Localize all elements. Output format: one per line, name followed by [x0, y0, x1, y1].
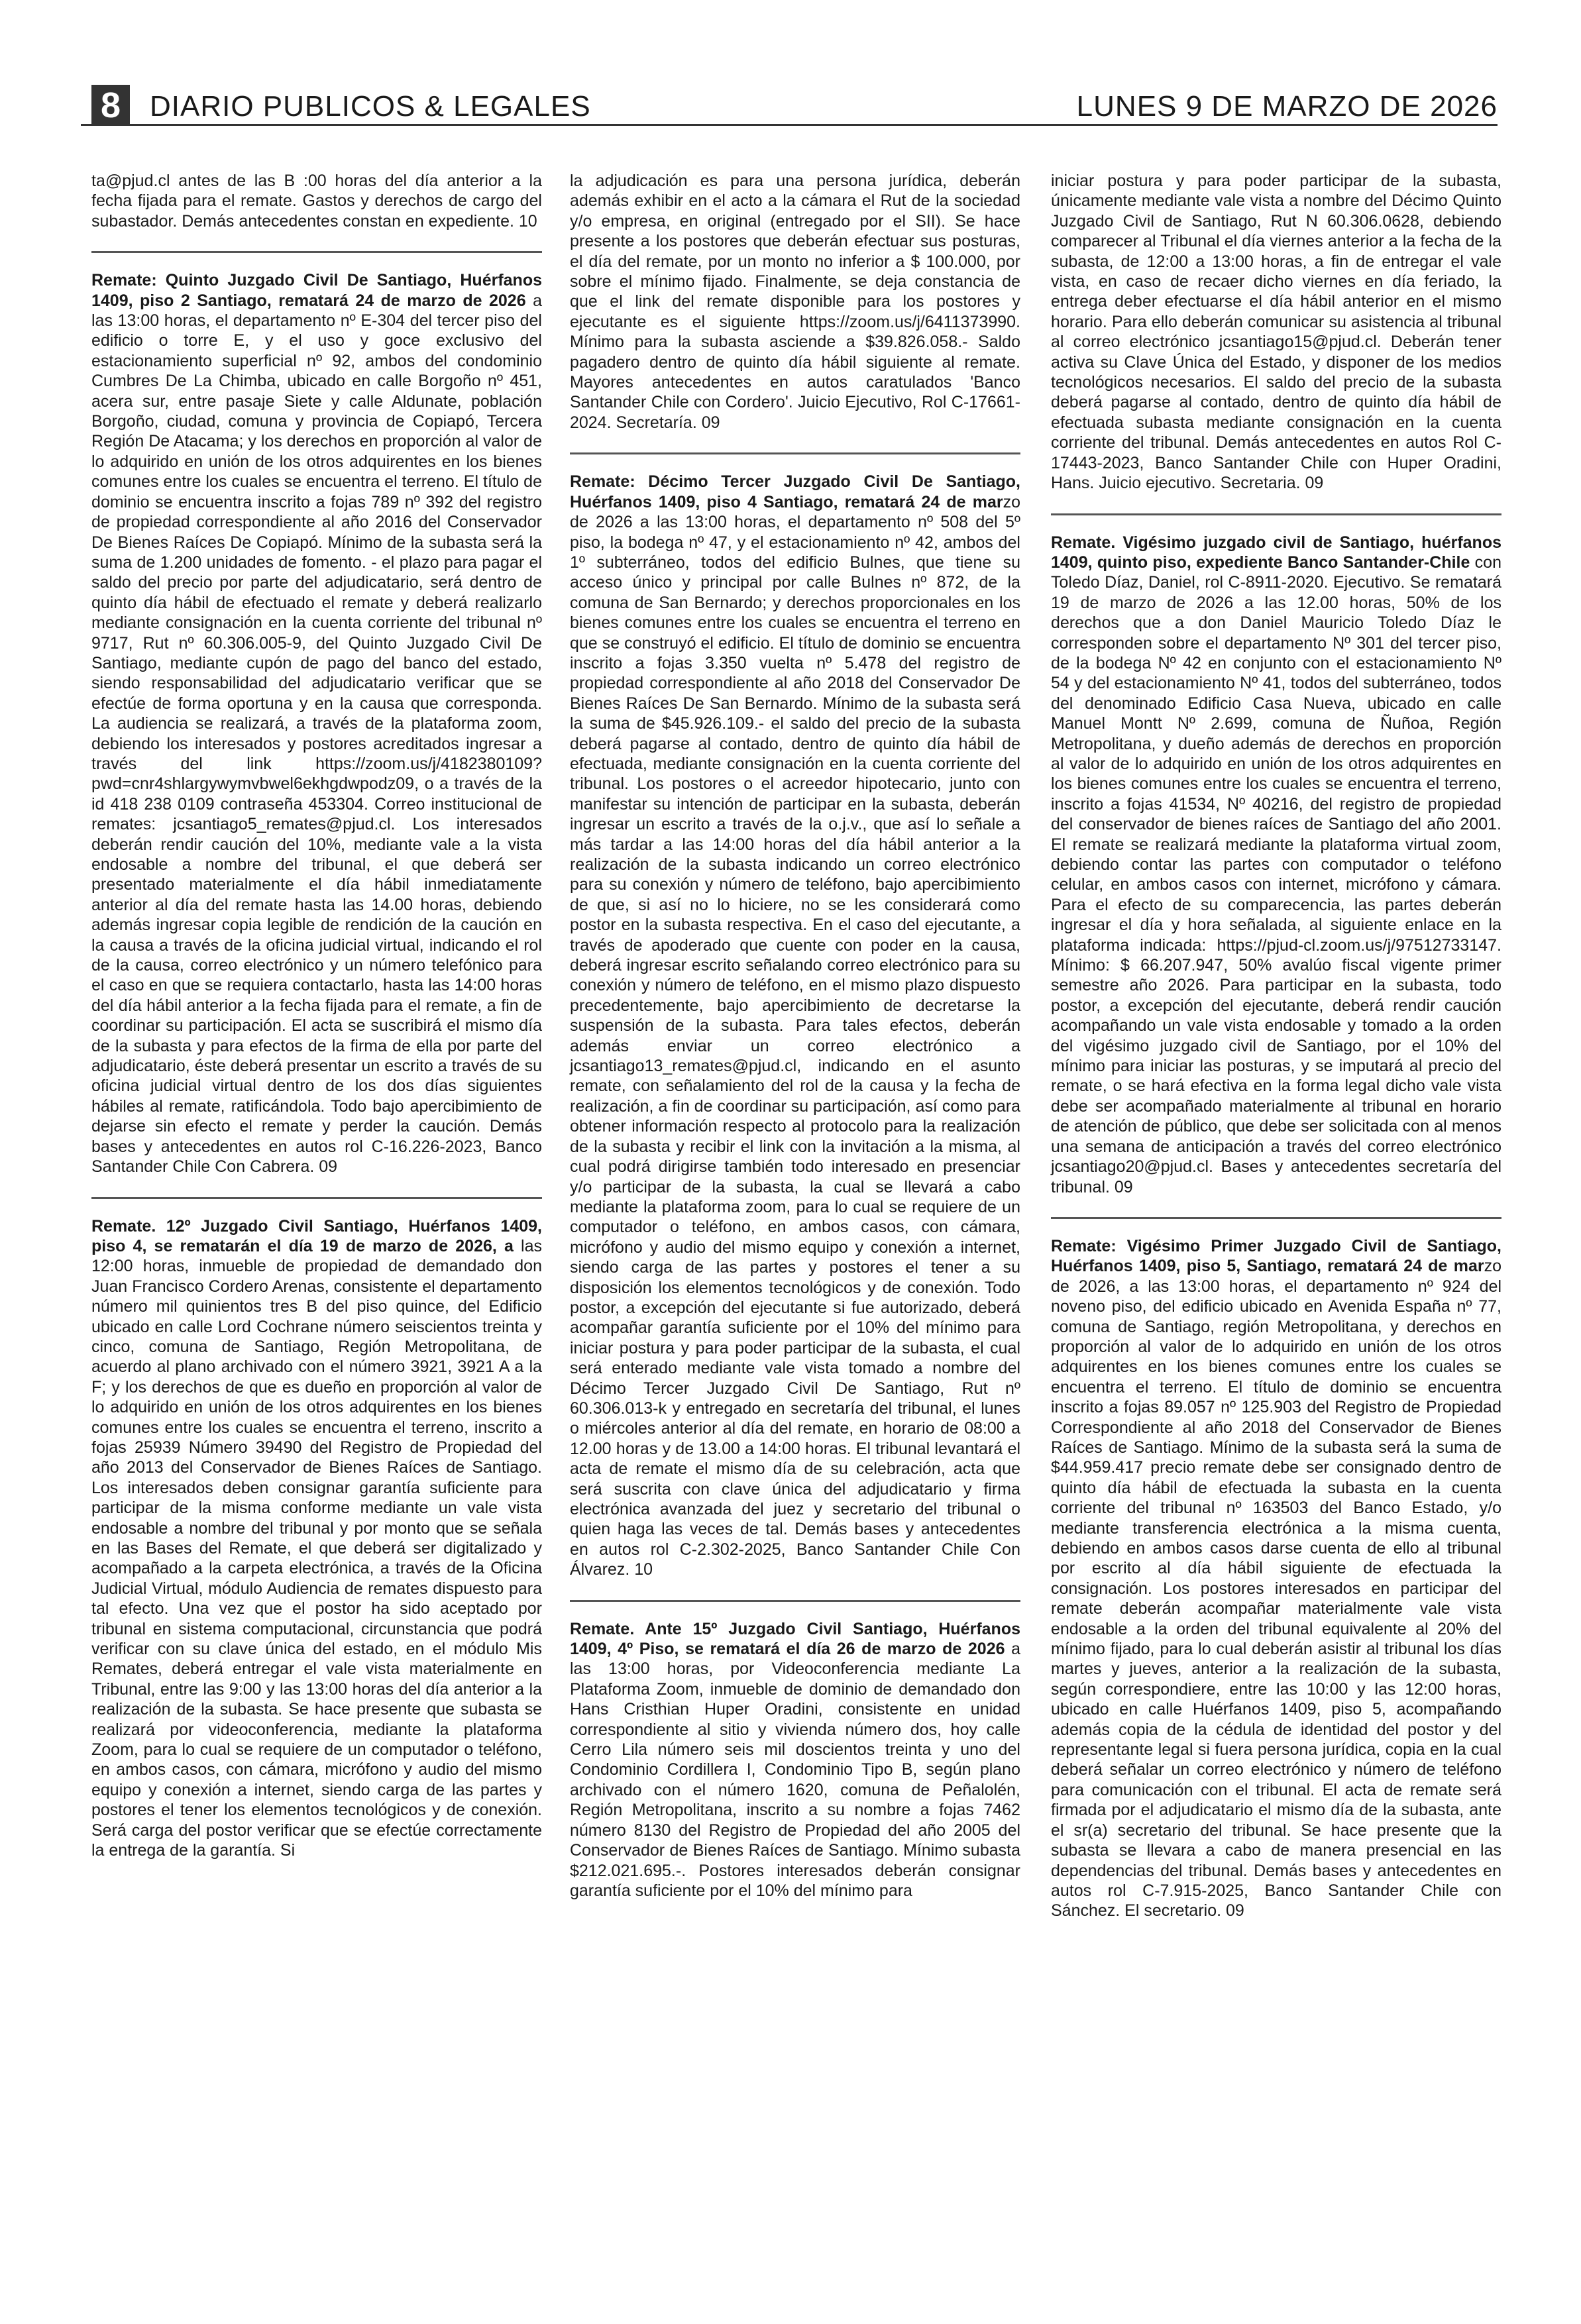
- notice-separator: [91, 251, 542, 253]
- notice-body: ta@pjud.cl antes de las B :00 horas del día anterior a la fecha fijada para el remate. Gastos y derechos de cargo del subastador. Demás antecedentes constan en expediente. 10: [91, 172, 542, 231]
- notice-heading: Remate. 12º Juzgado Civil Santiago, Huérfanos 1409, piso 4, se rematarán el día 19 de marzo de 2026, a: [91, 1216, 542, 1255]
- notice: [1051, 533, 1501, 1197]
- notice-body: zo de 2026 a las 13:00 horas, el departamento nº 508 del 5º piso, la bodega nº 47, y el estacionamiento nº 42, ambos del 1º subterráneo, todos del edificio Bulnes, que tiene su acceso único y principal por calle Bulnes nº 872, de la comuna de San Bernardo; y derechos proporcionales en los bienes comunes entre los cuales se encuentra el terreno en que se construyó el edificio. El título de dominio se encuentra inscrito a fojas 3.350 vuelta nº 5.478 del registro de propiedad correspondiente al año 2018 del Conservador De Bienes Raíces De San Bernardo. Mínimo de la subasta será la suma de $45.926.109.- el saldo del precio de la subasta deberá pagarse al contado, dentro de quinto día hábil de efectuada, mediante consignación en la cuenta corriente del tribunal. Los postores o el acreedor hipotecario, junto con manifestar su intención de participar en la subasta, deberán ingresar un escrito a través de la o.j.v., que así lo señale a más tardar a las 14:00 horas del día hábil anterior a la realización de la subasta indicando un correo electrónico para su conexión y número de teléfono, bajo apercibimiento de que, si así no lo hiciere, no se les considerará como postor en la subasta respectiva. En el caso del ejecutante, a través de apoderado que cuente con poder en la causa, deberá ingresar escrito señalando correo electrónico para su conexión y número de teléfono, en el mismo plazo dispuesto precedentemente, bajo apercibimiento de decretarse la suspensión de la subasta. Para tales efectos, deberán además enviar un correo electrónico a jcsantiago13_remates@pjud.cl, indicando en el asunto remate, con señalamiento del rol de la causa y la fecha de realización, a fin de coordinar su participación, así como para obtener información respecto al protocolo para la realización de la subasta y recibir el link con la invitación a la misma, al cual podrá dirigirse también todo interesado en presenciar y/o participar de la subasta, la cual se llevará a cabo mediante la plataforma zoom, para lo cual se requiere de un computador o teléfono, en ambos casos, con cámara, micrófono y audio del mismo equipo y conexión a internet, siendo carga de las partes y postores el tener a su disposición los elementos tecnológicos y de conexión. Todo postor, a excepción del ejecutante si fue autorizado, deberá acompañar garantía suficiente por el 10% del mínimo para iniciar postura y para poder participar de la subasta, el cual será enterado mediante vale vista tomado a nombre del Décimo Tercer Juzgado Civil De Santiago, Rut nº 60.306.013-k y entregado en secretaría del tribunal, el lunes o miércoles anterior al día del remate, en horario de 08:00 a 12.00 horas y de 13.00 a 14:00 horas. El tribunal levantará el acta de remate el mismo día de su celebración, acta que será suscrita con clave única del adjudicatario y firma electrónica avanzada del juez y secretario del tribunal o quien haga las veces de tal. Demás bases y antecedentes en autos rol C-2.302-2025, Banco Santander Chile Con Álvarez. 10: [570, 492, 1020, 1579]
- masthead: [81, 85, 1498, 126]
- notice-body: con Toledo Díaz, Daniel, rol C-8911-2020. Ejecutivo. Se rematará 19 de marzo de 2026 a las 12.00 horas, 50% de los derechos que a don Daniel Mauricio Toledo Díaz le corresponden sobre el departamento Nº 301 del tercer piso, de la bodega Nº 42 en conjunto con el estacionamiento Nº 54 y del estacionamiento Nº 41, todos del subterráneo, todos del denominado Edificio Casa Nueva, ubicado en calle Manuel Montt Nº 2.699, comuna de Ñuñoa, Región Metropolitana, y dueño además de derechos en proporción al valor de lo adquirido en unión de los otros adquirentes en los bienes comunes entre los cuales se encuentra el terreno, inscrito a fojas 41534, Nº 40216, del registro de propiedad del conservador de bienes raíces de Santiago del año 2001. El remate se realizará mediante la plataforma virtual zoom, debiendo contar las partes con computador o teléfono celular, en ambos casos con internet, micrófono y cámara. Para el efecto de su comparecencia, las partes deberán ingresar el día y hora señalada, al siguiente enlace en la plataforma indicada: https://pjud-cl.zoom.us/j/97512733147. Mínimo: $ 66.207.947, 50% avalúo fiscal vigente primer semestre año 2026. Para participar en la subasta, todo postor, a excepción del ejecutante, deberá rendir caución acompañando un vale vista endosable y tomado a la orden del vigésimo juzgado civil de Santiago, por el 10% del mínimo para iniciar las posturas, y se imputará al precio del remate, o se hará efectiva en la forma legal dicho vale vista debe ser acompañado materialmente al tribunal en horario de atención de público, que debe ser solicitada con al menos una semana de anticipación a través del correo electrónico jcsantiago20@pjud.cl. Bases y antecedentes secretaría del tribunal. 09: [1051, 553, 1501, 1196]
- notice: [91, 270, 542, 1177]
- notice-heading: Remate: Vigésimo Primer Juzgado Civil de Santiago, Huérfanos 1409, piso 5, Santiago, rematará 24 de mar: [1051, 1236, 1501, 1276]
- publication-date: LUNES 9 DE MARZO DE 2026: [1076, 90, 1498, 123]
- notice-heading: Remate: Quinto Juzgado Civil De Santiago, Huérfanos 1409, piso 2 Santiago, rematará 24 de marzo de 2026: [91, 271, 542, 310]
- notice-separator: [91, 1197, 542, 1199]
- page-number: 8: [91, 85, 130, 126]
- notice-body: a las 13:00 horas, el departamento nº E-304 del tercer piso del edificio o torre E, y el uso y goce exclusivo del estacionamiento superficial nº 92, ambos del condominio Cumbres De La Chimba, ubicado en calle Borgoño nº 451, acera sur, entre pasaje Siete y calle Aldunate, población Borgoño, ciudad, comuna y provincia de Copiapó, Tercera Región De Atacama; y los derechos en proporción al valor de lo adquirido en unión de los otros adquirentes en los bienes comunes entre los cuales se encuentra el terreno. El título de dominio se encuentra inscrito a fojas 789 nº 392 del registro de propiedad correspondiente al año 2016 del Conservador De Bienes Raíces De Copiapó. Mínimo de la subasta será la suma de 1.200 unidades de fomento. - el plazo para pagar el saldo del precio por parte del adjudicatario, será dentro de quinto día hábil de efectuado el remate y deberá realizarlo mediante consignación en la cuenta corriente del tribunal nº 9717, Rut nº 60.306.005-9, del Quinto Juzgado Civil De Santiago, mediante cupón de pago del banco del estado, siendo responsabilidad del adjudicatario verificar que se efectúe de forma oportuna y en la causa que corresponda. La audiencia se realizará, a través de la plataforma zoom, debiendo los interesados y postores acreditados ingresar a través del link https://zoom.us/j/4182380109?pwd=cnr4shlargywymvbwel6ekhgdwpodz09, o a través de la id 418 238 0109 contraseña 453304. Correo institucional de remates: jcsantiago5_remates@pjud.cl. Los interesados deberán rendir caución del 10%, mediante vale a la vista endosable a nombre del tribunal, el que deberá ser presentado materialmente el día hábil inmediatamente anterior al día del remate hasta las 14.00 horas, debiendo además ingresar copia legible de rendición de la caución en la causa a través de la oficina judicial virtual, indicando el rol de la causa, correo electrónico y un número telefónico para el caso en que se requiera contactarlo, hasta las 14:00 horas del día hábil anterior a la fecha fijada para el remate, a fin de coordinar su participación. El acta se suscribirá el mismo día de la subasta y para efectos de la firma de ella por parte del adjudicatario, éste deberá presentar un escrito a través de su oficina judicial virtual dentro de los dos días siguientes hábiles al remate, ratificándola. Todo bajo apercibimiento de dejarse sin efecto el remate y perder la caución. Demás bases y antecedentes en autos rol C-16.226-2023, Banco Santander Chile Con Cabrera. 09: [91, 291, 542, 1177]
- notice: [570, 1619, 1020, 1901]
- notice-separator: [1051, 513, 1501, 515]
- publication-name: DIARIO PUBLICOS & LEGALES: [150, 90, 591, 123]
- column-2: [570, 171, 1020, 1921]
- notice-body: iniciar postura y para poder participar de la subasta, únicamente mediante vale vista a nombre del Décimo Quinto Juzgado Civil de Santiago, Rut N 60.306.0628, debiendo comparecer al Tribunal el día viernes anterior a la fecha de la subasta, de 12:00 a 13:00 horas, a fin de entregar el vale vista, en caso de recaer dicho viernes en día feriado, la entrega deber efectuarse el día hábil anterior en el mismo horario. Para ello deberán comunicar su asistencia al tribunal al correo electrónico jcsantiago15@pjud.cl. Deberán tener activa su Clave Única del Estado, y disponer de los medios tecnológicos necesarios. El saldo del precio de la subasta deberá pagarse al contado, dentro de quinto día hábil de efectuada subasta mediante consignación en la cuenta corriente del tribunal. Demás antecedentes en autos Rol C-17443-2023, Banco Santander Chile con Huper Oradini, Hans. Juicio ejecutivo. Secretaria. 09: [1051, 172, 1501, 493]
- column-3: [1051, 171, 1501, 1941]
- notice-separator: [570, 452, 1020, 454]
- notice-continuation: [1051, 171, 1501, 494]
- notice: [1051, 1236, 1501, 1921]
- notice-body: las 12:00 horas, inmueble de propiedad de demandado don Juan Francisco Cordero Arenas, consistente el departamento número mil quinientos tres B del piso quince, del Edificio ubicado en calle Lord Cochrane número seiscientos treinta y cinco, comuna de Santiago, Región Metropolitana, de acuerdo al plano archivado con el número 3921, 3921 A a la F; y los derechos de que es dueño en proporción al valor de lo adquirido en unión de los otros adquirentes en los bienes comunes entre los cuales se encuentra el terreno, inscrito a fojas 25939 Número 39490 del Registro de Propiedad del año 2013 del Conservador de Bienes Raíces de Santiago. Los interesados deben consignar garantía suficiente para participar de la misma conforme mediante un vale vista endosable a nombre del tribunal y por monto que se señala en las Bases del Remate, el que deberá ser digitalizado y acompañado a la carpeta electrónica, a través de la Oficina Judicial Virtual, módulo Audiencia de remates dispuesto para tal efecto. Una vez que el postor ha sido aceptado por tribunal en sistema computacional, circunstancia que podrá verificar con su clave única del estado, en el módulo Mis Remates, deberá entregar el vale vista materialmente en Tribunal, entre las 9:00 y las 13:00 horas del día anterior a la realización de la subasta. Se hace presente que subasta se realizará por videoconferencia, mediante la plataforma Zoom, para lo cual se requiere de un computador o teléfono, en ambos casos, con cámara, micrófono y audio del mismo equipo y conexión a internet, siendo carga de las partes y postores el tener los elementos tecnológicos y de conexión. Será carga del postor verificar que se efectúe correctamente la entrega de la garantía. Si: [91, 1236, 543, 1860]
- notice-separator: [1051, 1217, 1501, 1219]
- notice-body: la adjudicación es para una persona jurídica, deberán además exhibir en el acto a la cámara el Rut de la sociedad y/o empresa, en original (entregado por el SII). Se hace presente a los postores que deberán efectuar sus posturas, el día del remate, por un monto no inferior a $ 100.000, por sobre el mínimo fijado. Finalmente, se deja constancia de que el link del remate disponible para los postores y ejecutante es el siguiente https://zoom.us/j/6411373990. Mínimo para la subasta asciende a $39.826.058.- Saldo pagadero dentro de quinto día hábil siguiente al remate. Mayores antecedentes en autos caratulados 'Banco Santander Chile con Cordero'. Juicio Ejecutivo, Rol C-17661-2024. Secretaría. 09: [570, 172, 1020, 432]
- notice-heading: Remate. Vigésimo juzgado civil de Santiago, huérfanos 1409, quinto piso, expediente Banco Santander-Chile: [1051, 533, 1501, 572]
- notice-body: zo de 2026, a las 13:00 horas, el departamento nº 924 del noveno piso, del edificio ubicado en Avenida España nº 77, comuna de Santiago, región Metropolitana, y derechos en proporción al valor de lo adquirido en unión de los otros adquirentes en los bienes comunes entre los cuales se encuentra el terreno. El título de dominio se encuentra inscrito a fojas 89.057 nº 125.903 del Registro de Propiedad Correspondiente al año 2018 del Conservador de Bienes Raíces de Santiago. Mínimo de la subasta será la suma de $44.959.417 precio remate debe ser consignado dentro de quinto día hábil de efectuada la subasta en la cuenta corriente del tribunal nº 163503 del Banco Estado, y/o mediante transferencia electrónica a la misma cuenta, debiendo en ambos casos darse cuenta de ello al tribunal por escrito al día hábil siguiente de efectuada la consignación. Los postores interesados en participar del remate deberán acompañar materialmente vale vista endosable a la orden del tribunal equivalente al 20% del mínimo fijado, para lo cual deberán asistir al tribunal los días martes y jueves, anterior a la realización de la subasta, según correspondiere, entre las 10:00 y las 12:00 horas, ubicado en calle Huérfanos 1409, piso 5, acompañando además copia de la cédula de identidad del postor y del representante legal si fuera persona jurídica, copia en la cual deberá señalar un correo electrónico y número de teléfono para comunicación con el tribunal. El acta de remate será firmada por el adjudicatario el mismo día de la subasta, ante el sr(a) secretario del tribunal. Se hace presente que la subasta se llevara a cabo de manera presencial en las dependencias del tribunal. Demás bases y antecedentes en autos rol C-7.915-2025, Banco Santander Chile con Sánchez. El secretario. 09: [1051, 1257, 1501, 1921]
- column-1: [91, 171, 542, 1881]
- notice: [570, 472, 1020, 1579]
- notice-heading: Remate: Décimo Tercer Juzgado Civil De Santiago, Huérfanos 1409, piso 4 Santiago, rematará 24 de mar: [570, 472, 1020, 511]
- notice-continuation: [91, 171, 542, 231]
- notice-body: a las 13:00 horas, por Videoconferencia mediante La Plataforma Zoom, inmueble de dominio de demandado don Hans Cristhian Huper Oradini, consistente en unidad correspondiente al sitio y vivienda número dos, hoy calle Cerro Lila número seis mil doscientos treinta y uno del Condominio Cordillera I, Condominio Tipo B, según plano archivado con el número 1620, comuna de Peñalolén, Región Metropolitana, inscrito a su nombre a fojas 7462 número 8130 del Registro de Propiedad del año 2005 del Conservador de Bienes Raíces de Santiago. Mínimo subasta $212.021.695.-. Postores interesados deberán consignar garantía suficiente por el 10% del mínimo para: [570, 1640, 1020, 1900]
- notice-heading: Remate. Ante 15º Juzgado Civil Santiago, Huérfanos 1409, 4º Piso, se rematará el día 26 de marzo de 2026: [570, 1619, 1020, 1659]
- notice: [91, 1216, 542, 1861]
- notice-separator: [570, 1600, 1020, 1602]
- notice-continuation: [570, 171, 1020, 433]
